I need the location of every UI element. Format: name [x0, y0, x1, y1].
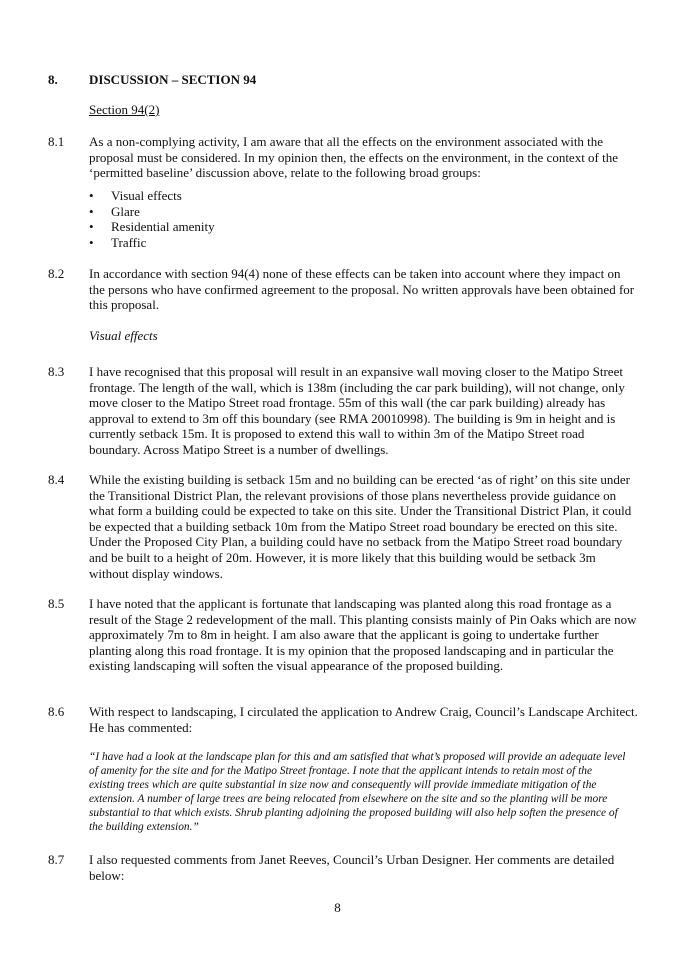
paragraph-number: 8.4	[48, 472, 65, 487]
paragraph-text: With respect to landscaping, I circulated the application to Andrew Craig, Council’s Landscape Architect. He has commented:	[89, 704, 638, 735]
paragraph-8-6	[48, 704, 638, 735]
page-number: 8	[334, 900, 341, 915]
list-item: • Residential amenity	[89, 219, 215, 235]
section-heading	[48, 72, 256, 88]
paragraph-number: 8.3	[48, 364, 65, 379]
paragraph-8-2	[48, 266, 638, 313]
paragraph-number: 8.1	[48, 134, 65, 149]
paragraph-text: I have noted that the applicant is fortunate that landscaping was planted along this road frontage as a result of the Stage 2 redevelopment of the mall. This planting consists mainly of Pin Oaks which are now approximately 7m to 8m in height. I am also aware that the applicant is going to undertake further planting along this road frontage. It is my opinion that the proposed landscaping and in particular the existing landscaping will soften the visual appearance of the proposed building.	[89, 596, 637, 674]
paragraph-text: As a non-complying activity, I am aware that all the effects on the environment associated with the proposal must be considered. In my opinion then, the effects on the environment, in the context of the ‘permitted baseline’ discussion above, relate to the following broad groups:	[89, 134, 619, 181]
paragraph-8-4	[48, 472, 638, 581]
paragraph-number: 8.5	[48, 596, 65, 611]
section-number: 8.	[48, 72, 58, 87]
paragraph-text: I have recognised that this proposal will result in an expansive wall moving closer to the Matipo Street frontage. The length of the wall, which is 138m (including the car park building), will not change, only move closer to the Matipo Street road frontage. 55m of this wall (the car park building) already has approval to extend to 3m off this boundary (see RMA 20010998). The building is 9m in height and is currently setback 15m. It is proposed to extend this wall to within 3m of the Matipo Street road boundary. Across Matipo Street is a number of dwellings.	[89, 364, 625, 457]
visual-effects-heading: Visual effects	[89, 328, 158, 343]
list-item: • Glare	[89, 203, 140, 219]
paragraph-8-5	[48, 596, 638, 674]
paragraph-text: I also requested comments from Janet Reeves, Council’s Urban Designer. Her comments are detailed below:	[89, 852, 615, 883]
paragraph-number: 8.6	[48, 704, 65, 719]
paragraph-text: While the existing building is setback 15m and no building can be erected ‘as of right’ on this site under the Transitional District Plan, the relevant provisions of those plans nevertheless provide guidance on what form a building could be expected to take on this site. Under the Transitional District Plan, it could be expected that a building setback 10m from the Matipo Street road boundary be erected on this site. Under the Proposed City Plan, a building could have no setback from the Matipo Street road boundary and be built to a height of 20m. However, it is more likely that this building would be setback 3m without display windows.	[89, 472, 632, 581]
list-item: • Traffic	[89, 234, 147, 250]
section-title: DISCUSSION – SECTION 94	[89, 72, 257, 87]
paragraph-8-3	[48, 364, 638, 458]
paragraph-8-1	[48, 134, 638, 181]
paragraph-8-7	[48, 852, 638, 883]
paragraph-number: 8.2	[48, 266, 65, 281]
paragraph-number: 8.7	[48, 852, 65, 867]
subheading: Section 94(2)	[89, 102, 160, 117]
landscape-architect-quote: “I have had a look at the landscape plan for this and am satisfied that what’s proposed will provide an adequate level of amenity for the site and for the Matipo Street frontage. I note that the applicant intends to retain most of the existing trees which are quite substantial in size now and consequently will provide immediate mitigation of the extension. A number of large trees are being relocated from elsewhere on the site and so the planting will be more substantial to that which exists. Shrub planting adjoining the proposed building will also help soften the presence of the building extension.”	[89, 751, 626, 833]
paragraph-text: In accordance with section 94(4) none of these effects can be taken into account where they impact on the persons who have confirmed agreement to the proposal. No written approvals have been obtained for this proposal.	[89, 266, 635, 313]
effects-list	[89, 188, 215, 250]
list-item: • Visual effects	[89, 188, 182, 203]
